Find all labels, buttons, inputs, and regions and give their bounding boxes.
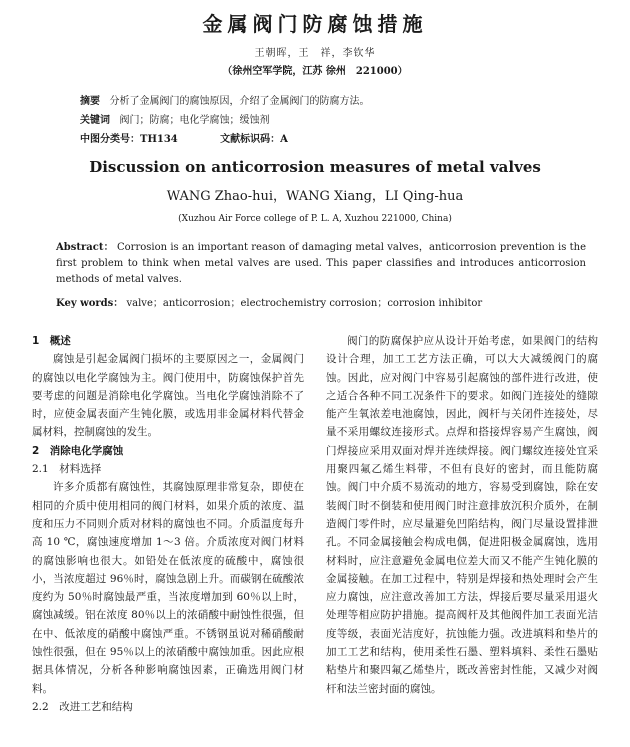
class-no-label: 中图分类号：: [80, 134, 140, 145]
section-2-2-heading: 2.2 改进工艺和结构: [32, 700, 133, 713]
right-column-paragraph: 阀门的防腐保护应从设计开始考虑，如果阀门的结构设计合理，加工工艺方法正确，可以大大减缓阀门的腐蚀。因此，应对阀门中容易引起腐蚀的部件进行改进，使之适合各种不同工况条件下的要求。如阀门连接处的缝隙能产生氧浓差电池腐蚀，因此，阀杆与关闭件连接处，尽量不采用螺纹连接形式。点焊和搭接焊容易产生腐蚀，阀门焊接应采用双面对焊并连续焊接。阀门螺纹连接处宜采用聚四氟乙烯生料带，不但有良好的密封，而且能防腐蚀。阀门中介质不易流动的地方，容易受到腐蚀，除在安装阀门时不倒装和使用阀门时注意排放沉积介质外，在制造阀门零件时，应尽量避免凹陷结构，阀门尽量设置排泄孔。不同金属接触会构成电偶，促进阳极金属腐蚀，选用材料时，应注意避免金属电位差大而又不能产生钝化膜的金属接触。在加工过程中，特别是焊接和热处理时会产生应力腐蚀，应注意改善加工方法，焊接后要尽量采用退火处理等相应防护措施。提高阀杆及其他阀件加工表面光洁度等级，表面光洁度好，抗蚀能力强。改进填料和垫片的加工工艺和结构，使用柔性石墨、塑料填料、柔性石墨贴粘垫片和聚四氟乙烯垫片，既改善密封性能，又减少对阀杆和法兰密封面的腐蚀。: [326, 335, 598, 695]
authors-zh: 王朝晖，王 祥，李钦华: [254, 48, 376, 59]
paper-title-en: Discussion on anticorrosion measures of metal valves: [89, 158, 541, 176]
keywords-zh: [80, 111, 270, 126]
authors-en: WANG Zhao-hui，WANG Xiang，LI Qing-hua: [166, 189, 464, 204]
abstract-en: [56, 240, 586, 288]
left-column: [32, 332, 304, 716]
keywords-en-label: Key words：: [56, 298, 124, 309]
keywords-zh-label: 关键词: [80, 115, 110, 126]
abstract-en-label: Abstract：: [56, 242, 114, 253]
classification-line: [80, 130, 288, 145]
affiliation-zh: （徐州空军学院，江苏 徐州 221000）: [222, 66, 408, 77]
abstract-zh-text: 分析了金属阀门的腐蚀原因，介绍了金属阀门的防腐方法。: [109, 96, 370, 107]
doc-code-label: 文献标识码：: [220, 134, 281, 145]
keywords-zh-text: 阀门；防腐；电化学腐蚀；缓蚀剂: [119, 115, 270, 126]
right-column: [326, 332, 598, 698]
keywords-en-text: valve；anticorrosion；electrochemistry corrosion；corrosion inhibitor: [126, 298, 483, 309]
class-no-value: TH134: [140, 134, 178, 145]
section-2-heading: 2 消除电化学腐蚀: [32, 444, 124, 457]
paper-title-zh: 金属阀门防腐蚀措施: [202, 12, 428, 36]
section-2-1-heading: 2.1 材料选择: [32, 463, 102, 476]
abstract-zh: [80, 92, 370, 107]
doc-code-value: A: [280, 134, 288, 145]
section-1-heading: 1 概述: [32, 335, 71, 347]
abstract-zh-label: 摘要: [80, 96, 100, 107]
keywords-en: [56, 296, 586, 312]
abstract-en-text: Corrosion is an important reason of damaging metal valves，anticorrosion prevention is the first problem to think when metal valves are used. This paper classifies and introduces anticorrosion methods of metal valves.: [56, 242, 586, 285]
section-1-paragraph: 腐蚀是引起金属阀门损坏的主要原因之一，金属阀门的腐蚀以电化学腐蚀为主。阀门使用中，防腐蚀保护首先要考虑的问题是消除电化学腐蚀。当电化学腐蚀消除不了时，应使金属表面产生钝化膜，或选用非金属材料代替金属材料，控制腐蚀的发生。: [32, 353, 304, 439]
affiliation-en: (Xuzhou Air Force college of P. L. A, Xuzhou 221000, China): [178, 214, 452, 224]
section-2-1-paragraph: 许多介质都有腐蚀性，其腐蚀原理非常复杂，即使在相同的介质中使用相同的阀门材料，如果介质的浓度、温度和压力不同则介质对材料的腐蚀也不同。介质温度每升高 10 ℃，腐蚀速度增加 1～3 倍。介质浓度对阀门材料的腐蚀影响也很大。如铅处在低浓度的硫酸中，腐蚀很小，当浓度超过 96％时，腐蚀急剧上升。而碳钢在硫酸浓度约为 50％时腐蚀最严重，当浓度增加到 60％以上时，腐蚀减缓。铝在浓度 80％以上的浓硝酸中耐蚀性很强，但在中、低浓度的硝酸中腐蚀严重。不锈钢虽说对稀硝酸耐蚀性很强，但在 95％以上的浓硝酸中腐蚀加重。因此应根据具体情况，分析各种影响腐蚀因素，正确选用阀门材料。: [32, 481, 304, 695]
